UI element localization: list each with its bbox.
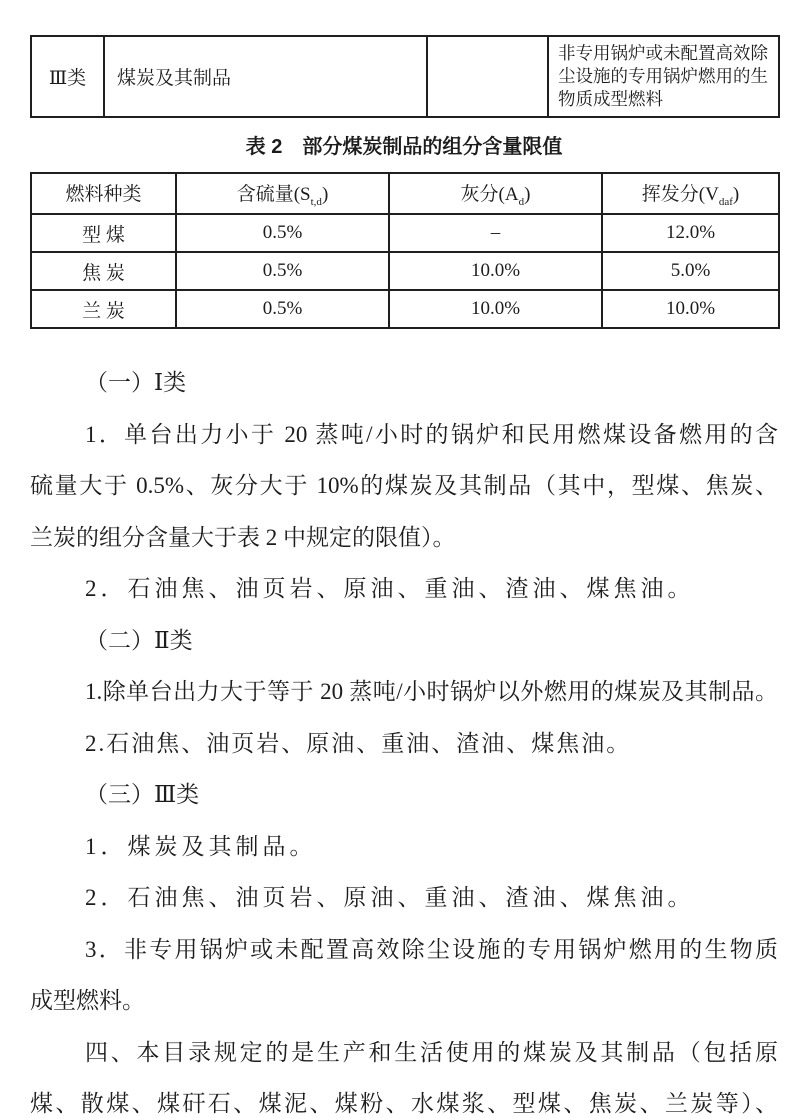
body-line-section-1-heading: （一）Ⅰ类 xyxy=(85,370,187,395)
table2-title: 表 2 部分煤炭制品的组分含量限值 xyxy=(245,136,563,158)
cell-volatile: 12.0% xyxy=(602,214,779,252)
body-line: 硫量大于 0.5%、灰分大于 10%的煤炭及其制品（其中，型煤、焦炭、 xyxy=(30,473,778,498)
cell-sulfur: 0.5% xyxy=(176,252,389,290)
body-line-section-3-heading: （三）Ⅲ类 xyxy=(85,782,200,807)
header-text: 灰分(A xyxy=(460,184,519,206)
cell-note: 非专用锅炉或未配置高效除尘设施的专用锅炉燃用的生物质成型燃料 xyxy=(548,36,779,117)
header-subscript: t,d xyxy=(310,195,322,208)
cell-sulfur: 0.5% xyxy=(176,214,389,252)
body-line-section-2-heading: （二）Ⅱ类 xyxy=(85,627,193,653)
header-sulfur xyxy=(176,173,389,214)
cell-fuel: 型 煤 xyxy=(31,214,176,252)
table-row xyxy=(31,214,779,252)
body-line: 3．非专用锅炉或未配置高效除尘设施的专用锅炉燃用的生物质 xyxy=(85,936,778,962)
header-fuel-type xyxy=(31,173,176,214)
header-text: ) xyxy=(524,184,531,206)
body-line: 四、本目录规定的是生产和生活使用的煤炭及其制品（包括原 xyxy=(85,1039,778,1065)
cell-fuel: 焦 炭 xyxy=(31,252,176,290)
cell-ash: – xyxy=(389,214,602,252)
cell-category: Ⅲ类 xyxy=(31,36,104,117)
body-text xyxy=(30,357,778,1118)
body-line: 2.石油焦、油页岩、原油、重油、渣油、煤焦油。 xyxy=(85,730,632,756)
header-text: ) xyxy=(732,184,740,206)
cell-sulfur: 0.5% xyxy=(176,290,389,328)
header-text: 燃料种类 xyxy=(65,184,142,206)
header-text: ) xyxy=(321,184,329,206)
header-ash xyxy=(389,173,602,214)
table2 xyxy=(30,172,780,329)
header-text: 含硫量(S xyxy=(236,184,311,206)
body-line: 煤、散煤、煤矸石、煤泥、煤粉、水煤浆、型煤、焦炭、兰炭等）、 xyxy=(30,1091,778,1116)
table-row xyxy=(31,252,779,290)
table1-fragment xyxy=(30,35,780,118)
header-volatile xyxy=(602,173,779,214)
cell-blank xyxy=(427,36,548,117)
body-line: 2．石油焦、油页岩、原油、重油、渣油、煤焦油。 xyxy=(85,885,695,910)
cell-ash: 10.0% xyxy=(389,290,602,328)
cell-volatile: 5.0% xyxy=(602,252,779,290)
body-line: 1．单台出力小于 20 蒸吨/小时的锅炉和民用燃煤设备燃用的含 xyxy=(85,421,778,447)
body-line: 成型燃料。 xyxy=(30,988,145,1013)
table2-header-row xyxy=(31,173,779,214)
table-row xyxy=(31,290,779,328)
cell-ash: 10.0% xyxy=(389,252,602,290)
body-line: 兰炭的组分含量大于表 2 中规定的限值）。 xyxy=(30,524,456,550)
cell-fuel: 兰 炭 xyxy=(31,290,176,328)
header-text: 挥发分(V xyxy=(641,184,719,206)
cell-volatile: 10.0% xyxy=(602,290,779,328)
body-line: 1.除单台出力大于等于 20 蒸吨/小时锅炉以外燃用的煤炭及其制品。 xyxy=(85,679,778,704)
body-line: 1．煤炭及其制品。 xyxy=(85,833,317,859)
header-subscript: daf xyxy=(718,195,733,208)
header-subscript: d xyxy=(518,195,525,208)
body-line: 2．石油焦、油页岩、原油、重油、渣油、煤焦油。 xyxy=(85,576,695,601)
cell-item: 煤炭及其制品 xyxy=(104,36,427,117)
table-row xyxy=(31,36,779,117)
